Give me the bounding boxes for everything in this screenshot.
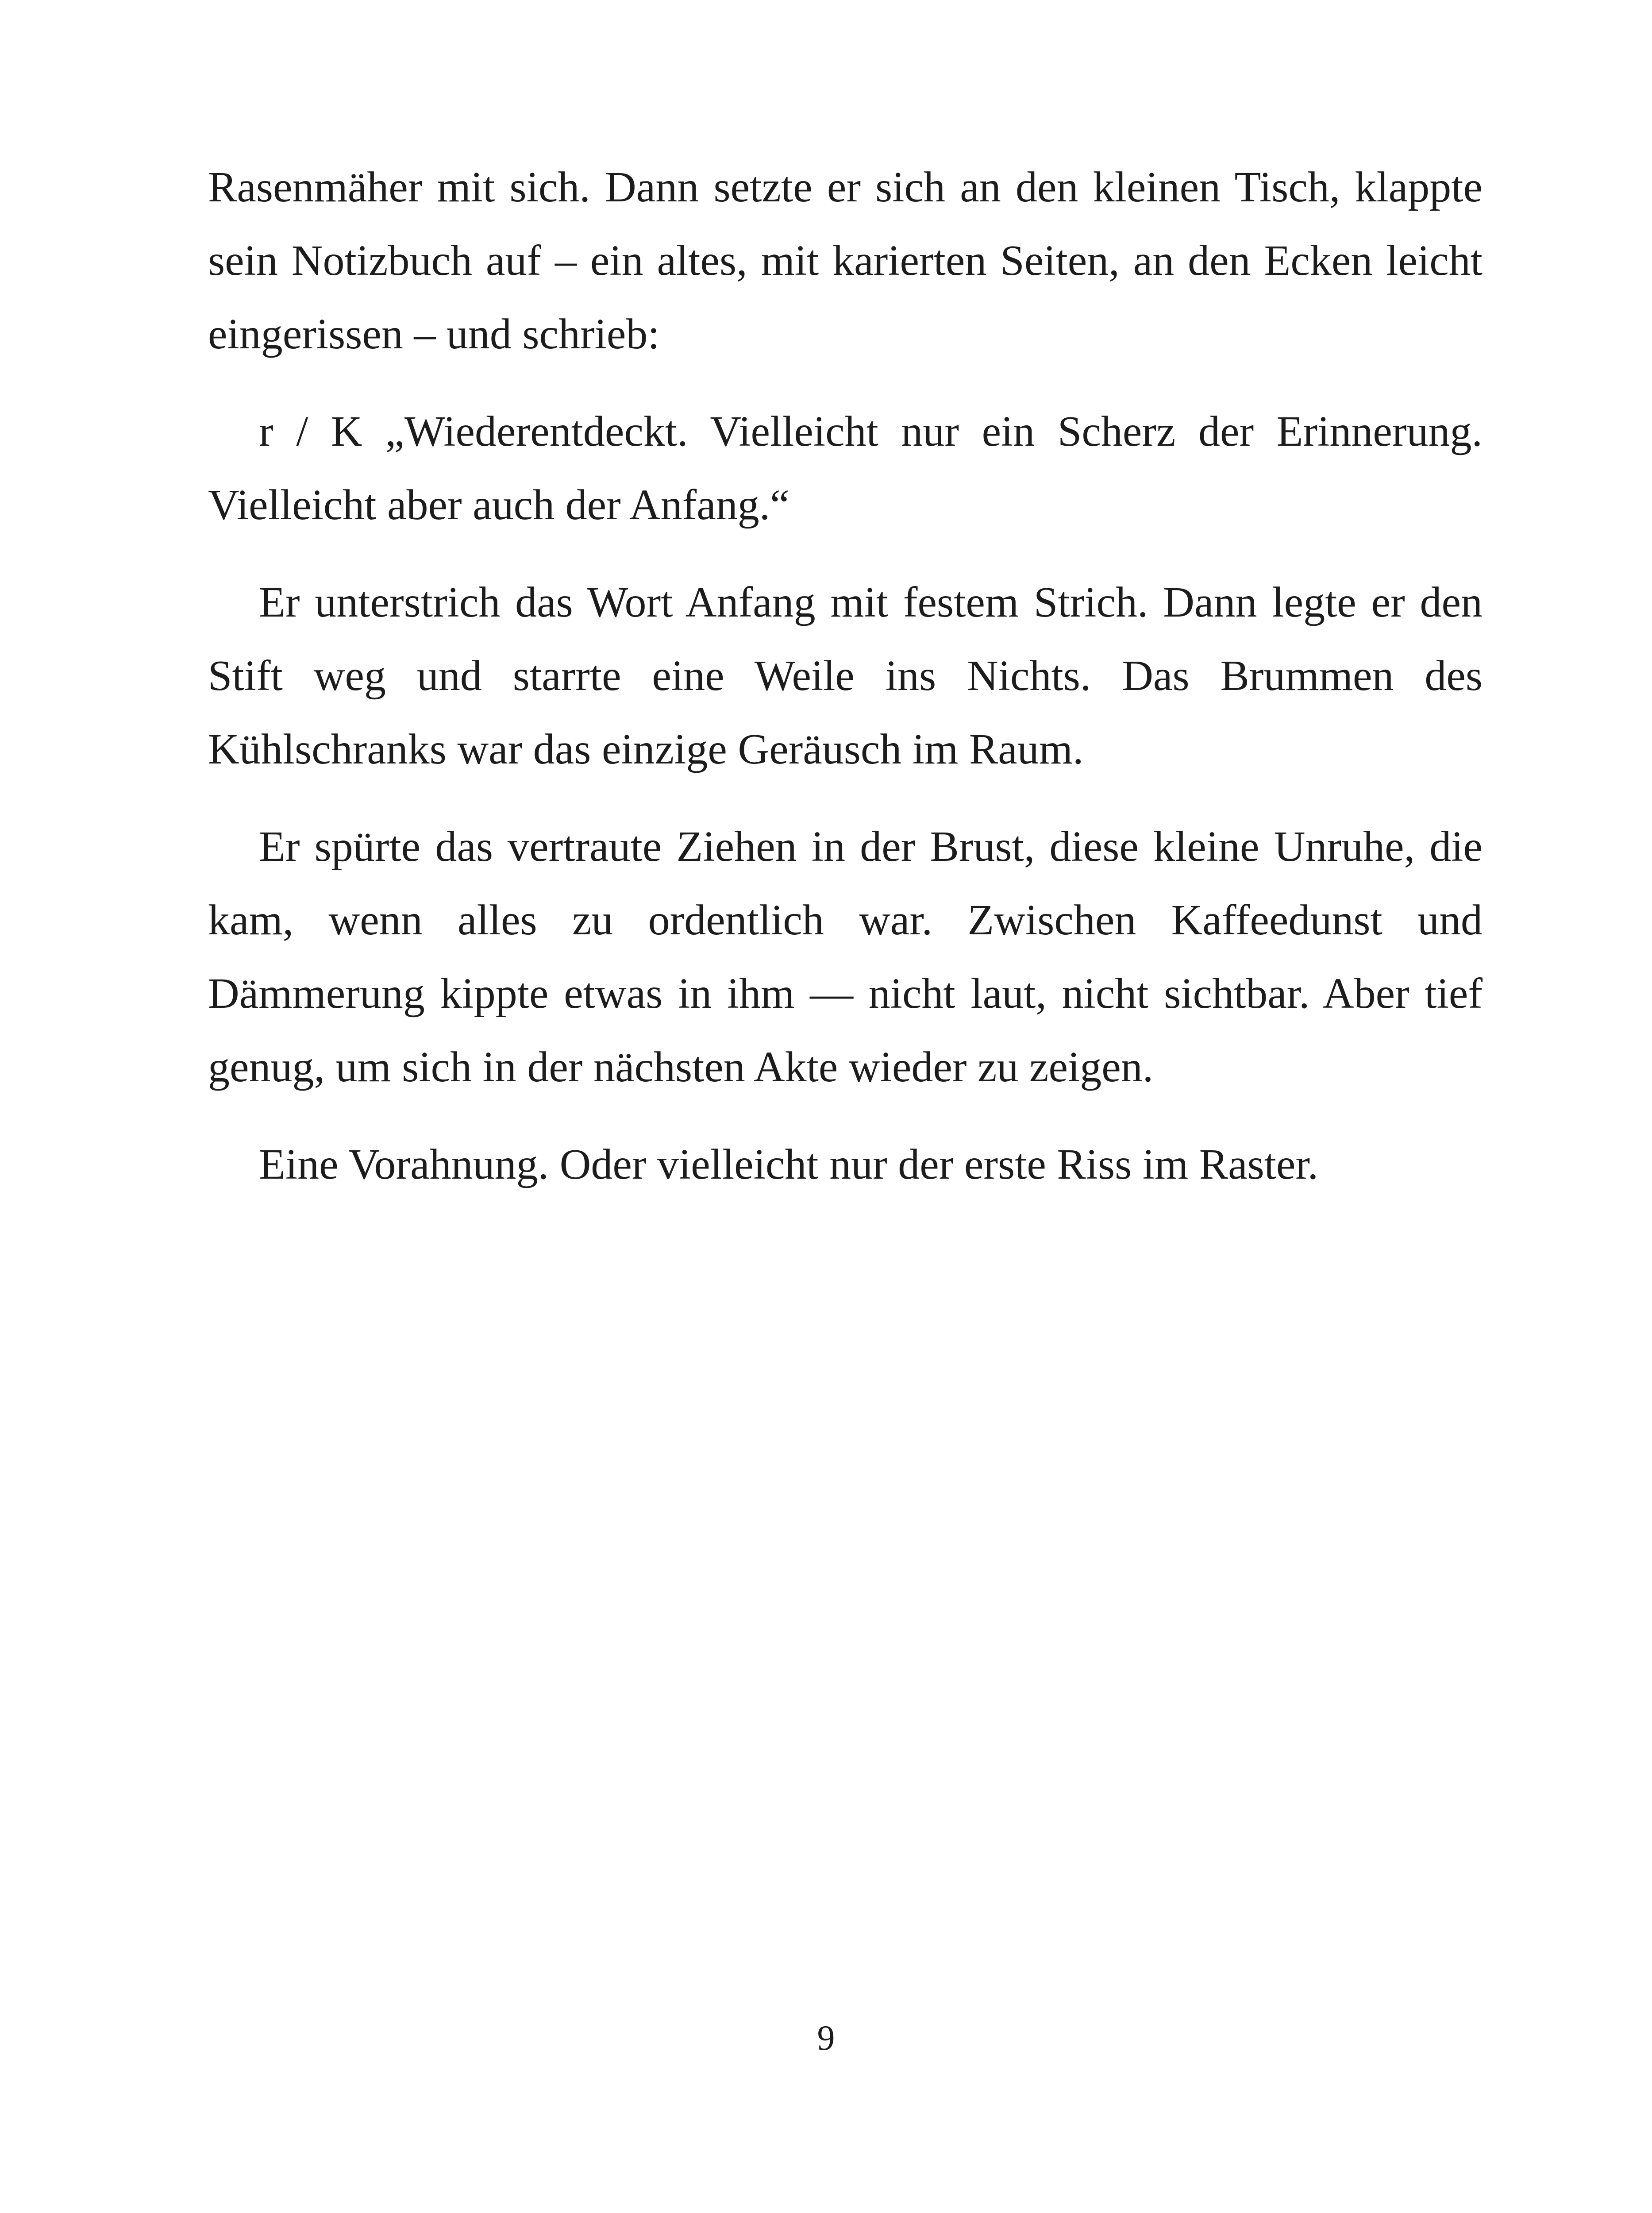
paragraph-continuation: Rasenmäher mit sich. Dann setzte er sich an den kleinen Tisch, klappte sein Notizbuch auf – ein altes, mit karierten Seiten, an den Ecken leicht eingerissen – und schrieb: [208,163,1483,358]
paragraph-underline: Er unterstrich das Wort Anfang mit festem Strich. Dann legte er den Stift weg und starrte eine Weile ins Nichts. Das Brummen des Kühlschranks war das einzige Geräusch im Raum. [208,578,1483,773]
body-text [208,150,1483,1225]
paragraph-premonition: Eine Vorahnung. Oder vielleicht nur der erste Riss im Raster. [259,1141,1319,1188]
page-number: 9 [817,2019,835,2058]
paragraph-notebook-entry: r / K „Wiederentdeckt. Vielleicht nur ein Scherz der Erinnerung. Vielleicht aber auch der Anfang.“ [208,408,1483,529]
paragraph-unrest: Er spürte das vertraute Ziehen in der Brust, diese kleine Unruhe, die kam, wenn alles zu ordentlich war. Zwischen Kaffeedunst und Dämmerung kippte etwas in ihm — nicht laut, nicht sichtbar. Aber tief genug, um sich in der nächsten Akte wieder zu zeigen. [208,823,1483,1091]
